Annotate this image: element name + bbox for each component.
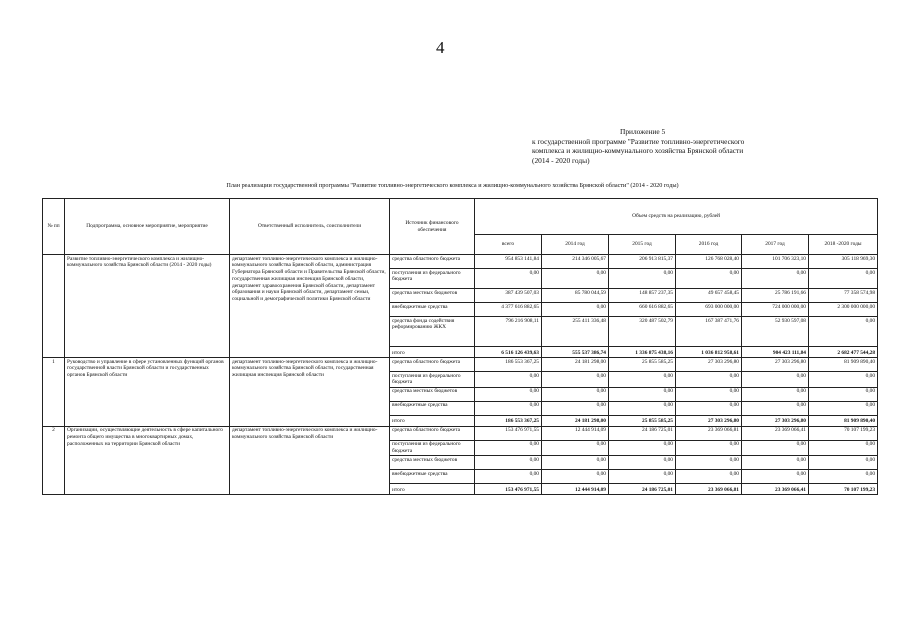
source-cell: средства областного бюджета xyxy=(390,358,475,372)
source-cell: поступления из федерального бюджета xyxy=(390,269,475,289)
amount-cell: 796 216 908,11 xyxy=(475,317,542,347)
amount-cell: 0,00 xyxy=(542,401,609,415)
amount-cell: 0,00 xyxy=(809,440,878,456)
amount-cell: 1 036 812 958,61 xyxy=(676,347,742,358)
subprogram-cell: Развитие топливно-энергетического комплекса и жилищно-коммунального хозяйства Брянской области (2014 - 2020 годы) xyxy=(65,255,230,358)
amount-cell: 25 855 585,25 xyxy=(609,358,676,372)
table-row xyxy=(43,358,878,372)
amount-cell: 24 181 298,00 xyxy=(542,358,609,372)
amount-cell: 153 476 971,55 xyxy=(475,484,542,495)
amount-cell: 77 358 574,98 xyxy=(809,289,878,303)
amount-cell: 0,00 xyxy=(475,269,542,289)
amount-cell: 4 377 616 882,65 xyxy=(475,303,542,317)
source-cell: средства областного бюджета xyxy=(390,426,475,440)
amount-cell: 0,00 xyxy=(742,470,809,484)
amount-cell: 0,00 xyxy=(676,440,742,456)
header-year-2014: 2014 год xyxy=(542,235,609,255)
amount-cell: 0,00 xyxy=(742,372,809,388)
amount-cell: 0,00 xyxy=(676,269,742,289)
appendix-line: к государственной программе "Развитие топливно-энергетического xyxy=(532,136,745,146)
header-num: № пп xyxy=(43,199,65,255)
amount-cell: 0,00 xyxy=(542,470,609,484)
amount-cell: 0,00 xyxy=(475,440,542,456)
amount-cell: 0,00 xyxy=(475,456,542,470)
amount-cell: 1 336 875 438,16 xyxy=(609,347,676,358)
amount-cell: 555 537 386,74 xyxy=(542,347,609,358)
plan-table xyxy=(42,198,878,495)
amount-cell: 52 930 597,08 xyxy=(742,317,809,347)
subprogram-cell: Организации, осуществляющие деятельность в сфере капитального ремонта общего имущества в многоквартирных домах, расположенных на территории Брянской области xyxy=(65,426,230,495)
amount-cell: 0,00 xyxy=(475,372,542,388)
source-cell: внебюджетные средства xyxy=(390,303,475,317)
table-body xyxy=(43,255,878,495)
amount-cell: 0,00 xyxy=(742,269,809,289)
source-cell: средства фонда содействия реформированию ЖКХ xyxy=(390,317,475,347)
row-number: 1 xyxy=(43,358,65,427)
amount-cell: 320 487 502,79 xyxy=(609,317,676,347)
appendix-title: Приложение 5 xyxy=(620,127,666,136)
amount-cell: 0,00 xyxy=(676,401,742,415)
header-year-total: всего xyxy=(475,235,542,255)
header-year-2015: 2015 год xyxy=(609,235,676,255)
amount-cell: 0,00 xyxy=(542,372,609,388)
amount-cell: 724 000 000,00 xyxy=(742,303,809,317)
amount-cell: 24 186 725,01 xyxy=(609,426,676,440)
source-cell: средства местных бюджетов xyxy=(390,456,475,470)
amount-cell: 27 303 296,80 xyxy=(676,415,742,426)
amount-cell: 0,00 xyxy=(676,387,742,401)
amount-cell: 186 553 367,25 xyxy=(475,358,542,372)
amount-cell: 6 516 126 439,63 xyxy=(475,347,542,358)
amount-cell: 0,00 xyxy=(609,456,676,470)
amount-cell: 954 853 141,84 xyxy=(475,255,542,269)
amount-cell: 0,00 xyxy=(676,470,742,484)
amount-cell: 101 706 323,10 xyxy=(742,255,809,269)
source-cell: итого xyxy=(390,484,475,495)
amount-cell: 25 855 585,25 xyxy=(609,415,676,426)
amount-cell: 904 423 111,84 xyxy=(742,347,809,358)
amount-cell: 0,00 xyxy=(676,456,742,470)
amount-cell: 0,00 xyxy=(542,440,609,456)
amount-cell: 70 107 199,23 xyxy=(809,484,878,495)
amount-cell: 148 857 237,35 xyxy=(609,289,676,303)
amount-cell: 81 909 890,40 xyxy=(809,415,878,426)
amount-cell: 12 444 914,09 xyxy=(542,484,609,495)
appendix-line: комплекса и жилищно-коммунального хозяйства Брянской области xyxy=(532,146,744,156)
amount-cell: 0,00 xyxy=(809,401,878,415)
amount-cell: 0,00 xyxy=(609,440,676,456)
amount-cell: 0,00 xyxy=(475,387,542,401)
amount-cell: 167 387 471,76 xyxy=(676,317,742,347)
amount-cell: 81 909 890,40 xyxy=(809,358,878,372)
amount-cell: 24 186 725,01 xyxy=(609,484,676,495)
amount-cell: 0,00 xyxy=(475,470,542,484)
page-number: 4 xyxy=(436,38,445,57)
source-cell: средства местных бюджетов xyxy=(390,289,475,303)
subprogram-cell: Руководство и управление в сфере установленных функций органов государственной власти Брянской области и государственных органов Брянской области xyxy=(65,358,230,427)
header-subprogram: Подпрограмма, основное мероприятие, мероприятие xyxy=(65,199,230,255)
amount-cell: 126 768 028,40 xyxy=(676,255,742,269)
source-cell: итого xyxy=(390,347,475,358)
source-cell: внебюджетные средства xyxy=(390,401,475,415)
amount-cell: 24 181 298,00 xyxy=(542,415,609,426)
amount-cell: 27 303 296,80 xyxy=(742,358,809,372)
amount-cell: 85 780 044,59 xyxy=(542,289,609,303)
executor-cell: департамент топливно-энергетического комплекса и жилищно-коммунального хозяйства Брянской области, государственная жилищная инспекция Брянской области xyxy=(230,358,390,427)
plan-title: План реализации государственной программы "Развитие топливно-энергетического комплекса и жилищно-коммунального хозяйства Брянской области" (2014 - 2020 годы) xyxy=(226,182,679,189)
executor-cell: департамент топливно-энергетического комплекса и жилищно-коммунального хозяйства Брянской области, администрация Губернатора Брянской области и Правительства Брянской области, государственная жилищная инспекция Брянской области, департамент здравоохранения Брянской области, департамент образования и науки Брянской области, департамент семьи, социальной и демографической политики Брянской области xyxy=(230,255,390,358)
amount-cell: 0,00 xyxy=(542,269,609,289)
amount-cell: 0,00 xyxy=(542,387,609,401)
amount-cell: 0,00 xyxy=(742,440,809,456)
amount-cell: 0,00 xyxy=(809,269,878,289)
amount-cell: 25 786 191,66 xyxy=(742,289,809,303)
amount-cell: 70 107 199,23 xyxy=(809,426,878,440)
appendix-line: (2014 - 2020 годы) xyxy=(532,155,590,165)
amount-cell: 0,00 xyxy=(609,372,676,388)
amount-cell: 0,00 xyxy=(809,317,878,347)
source-cell: поступления из федерального бюджета xyxy=(390,372,475,388)
amount-cell: 0,00 xyxy=(475,401,542,415)
executor-cell: департамент топливно-энергетического комплекса и жилищно-коммунального хозяйства Брянской области xyxy=(230,426,390,495)
amount-cell: 186 553 367,25 xyxy=(475,415,542,426)
source-cell: средства местных бюджетов xyxy=(390,387,475,401)
source-cell: поступления из федерального бюджета xyxy=(390,440,475,456)
header-year-2017: 2017 год xyxy=(742,235,809,255)
amount-cell: 0,00 xyxy=(809,387,878,401)
row-number: 2 xyxy=(43,426,65,495)
amount-cell: 23 369 066,41 xyxy=(742,426,809,440)
amount-cell: 23 369 066,41 xyxy=(742,484,809,495)
amount-cell: 305 118 969,30 xyxy=(809,255,878,269)
amount-cell: 0,00 xyxy=(542,456,609,470)
amount-cell: 0,00 xyxy=(742,456,809,470)
amount-cell: 27 303 296,80 xyxy=(676,358,742,372)
amount-cell: 0,00 xyxy=(609,470,676,484)
amount-cell: 255 411 336,48 xyxy=(542,317,609,347)
table-row xyxy=(43,255,878,269)
source-cell: итого xyxy=(390,415,475,426)
table-row xyxy=(43,426,878,440)
header-year-2018-2020: 2018 -2020 годы xyxy=(809,235,878,255)
header-source: Источник финансового обеспечения xyxy=(390,199,475,255)
amount-cell: 0,00 xyxy=(542,303,609,317)
amount-cell: 27 303 296,80 xyxy=(742,415,809,426)
amount-cell: 153 476 971,55 xyxy=(475,426,542,440)
amount-cell: 206 913 815,37 xyxy=(609,255,676,269)
row-number xyxy=(43,255,65,358)
amount-cell: 0,00 xyxy=(742,401,809,415)
appendix-header xyxy=(532,127,832,165)
amount-cell: 12 444 914,09 xyxy=(542,426,609,440)
amount-cell: 49 657 458,45 xyxy=(676,289,742,303)
amount-cell: 693 000 000,00 xyxy=(676,303,742,317)
amount-cell: 23 369 066,81 xyxy=(676,484,742,495)
amount-cell: 2 300 000 000,00 xyxy=(809,303,878,317)
amount-cell: 0,00 xyxy=(809,456,878,470)
amount-cell: 0,00 xyxy=(809,470,878,484)
amount-cell: 0,00 xyxy=(609,269,676,289)
amount-cell: 0,00 xyxy=(809,372,878,388)
amount-cell: 214 346 005,67 xyxy=(542,255,609,269)
amount-cell: 2 682 477 544,28 xyxy=(809,347,878,358)
amount-cell: 660 616 882,65 xyxy=(609,303,676,317)
header-year-2016: 2016 год xyxy=(676,235,742,255)
amount-cell: 0,00 xyxy=(609,387,676,401)
amount-cell: 23 369 066,81 xyxy=(676,426,742,440)
header-amount: Объем средств на реализацию, рублей xyxy=(475,199,878,235)
amount-cell: 0,00 xyxy=(609,401,676,415)
header-executor: Ответственный исполнитель, соисполнители xyxy=(230,199,390,255)
amount-cell: 387 439 507,03 xyxy=(475,289,542,303)
source-cell: средства областного бюджета xyxy=(390,255,475,269)
amount-cell: 0,00 xyxy=(676,372,742,388)
source-cell: внебюджетные средства xyxy=(390,470,475,484)
amount-cell: 0,00 xyxy=(742,387,809,401)
